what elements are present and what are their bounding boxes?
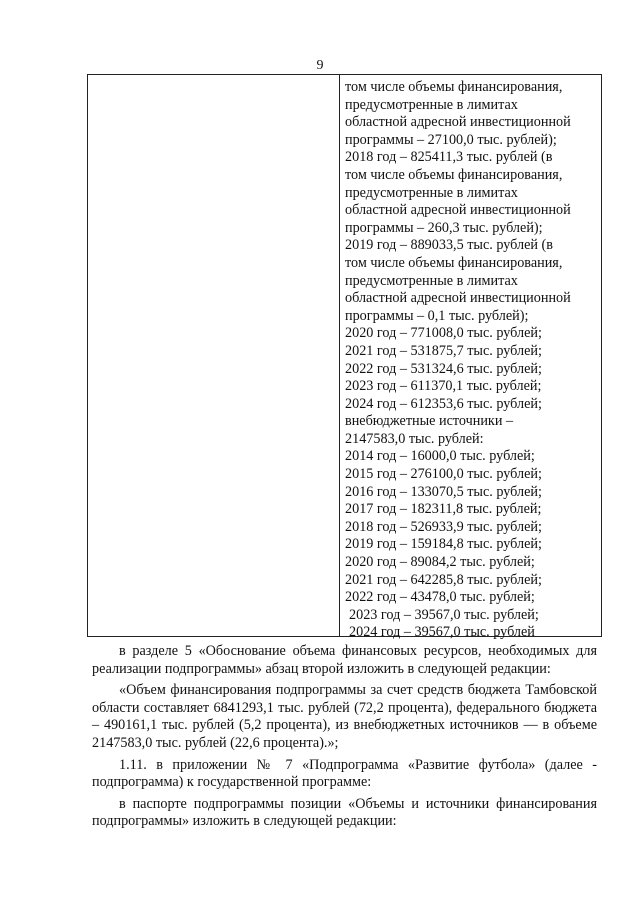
cell-line: программы – 260,3 тыс. рублей); bbox=[345, 219, 543, 236]
cell-line: том числе объемы финансирования, bbox=[345, 79, 563, 95]
cell-line: 2016 год – 133070,5 тыс. рублей; bbox=[345, 483, 542, 500]
cell-line: том числе объемы финансирования, bbox=[345, 166, 563, 183]
cell-line: предусмотренные в лимитах bbox=[345, 272, 518, 289]
cell-line: 2019 год – 159184,8 тыс. рублей; bbox=[345, 536, 542, 553]
cell-line: областной адресной инвестиционной bbox=[345, 202, 571, 219]
cell-line: 2023 год – 611370,1 тыс. рублей; bbox=[345, 378, 542, 395]
cell-line: 2014 год – 16000,0 тыс. рублей; bbox=[345, 448, 535, 465]
cell-line: 2020 год – 771008,0 тыс. рублей; bbox=[345, 325, 542, 342]
cell-line: областной адресной инвестиционной bbox=[345, 290, 571, 307]
cell-line: внебюджетные источники – bbox=[345, 413, 514, 430]
cell-line: программы – 27100,0 тыс. рублей); bbox=[345, 131, 557, 148]
cell-line: программы – 0,1 тыс. рублей); bbox=[345, 307, 529, 324]
cell-line: 2021 год – 642285,8 тыс. рублей; bbox=[345, 571, 542, 588]
cell-line: 2147583,0 тыс. рублей: bbox=[345, 430, 484, 447]
body-text bbox=[92, 643, 597, 835]
cell-line: 2023 год – 39567,0 тыс. рублей; bbox=[349, 606, 539, 623]
cell-line: 2022 год – 531324,6 тыс. рублей; bbox=[345, 360, 542, 377]
cell-line: 2020 год – 89084,2 тыс. рублей; bbox=[345, 554, 535, 571]
table-right-cell bbox=[345, 79, 600, 642]
cell-line: 2018 год – 825411,3 тыс. рублей (в bbox=[345, 149, 553, 166]
cell-line: 2015 год – 276100,0 тыс. рублей; bbox=[345, 466, 542, 483]
cell-line: 2018 год – 526933,9 тыс. рублей; bbox=[345, 518, 542, 535]
paragraph-appendix-7: 1.11. в приложении № 7 «Подпрограмма «Развитие футбола» (далее - подпрограмма) к государственной программе: bbox=[92, 756, 597, 791]
cell-line: 2017 год – 182311,8 тыс. рублей; bbox=[345, 501, 542, 518]
cell-line: том числе объемы финансирования, bbox=[345, 254, 563, 271]
paragraph-funding-volume: «Объем финансирования подпрограммы за счет средств бюджета Тамбовской области составляет 6841293,1 тыс. рублей (72,2 процента), федерального бюджета – 490161,1 тыс. рублей (5,2 процента), из внебюджетных источников — в объеме 2147583,0 тыс. рублей (22,6 процента).»; bbox=[92, 682, 597, 751]
paragraph-section-5-intro: в разделе 5 «Обоснование объема финансовых ресурсов, необходимых для реализации подпрограммы» абзац второй изложить в следующей редакции: bbox=[92, 643, 597, 677]
cell-line: предусмотренные в лимитах bbox=[345, 184, 518, 201]
cell-line: 2024 год – 39567,0 тыс. рублей bbox=[349, 624, 535, 641]
cell-line: предусмотренные в лимитах bbox=[345, 96, 518, 113]
cell-line: 2024 год – 612353,6 тыс. рублей; bbox=[345, 395, 542, 412]
paragraph-passport-edit: в паспорте подпрограммы позиции «Объемы и источники финансирования подпрограммы» изложить в следующей редакции: bbox=[92, 795, 597, 830]
table-column-divider bbox=[339, 74, 340, 637]
cell-line: 2022 год – 43478,0 тыс. рублей; bbox=[345, 589, 535, 606]
cell-line: 2019 год – 889033,5 тыс. рублей (в bbox=[345, 237, 553, 254]
cell-line: 2021 год – 531875,7 тыс. рублей; bbox=[345, 342, 542, 359]
cell-line: областной адресной инвестиционной bbox=[345, 114, 571, 131]
page-number: 9 bbox=[316, 58, 324, 73]
